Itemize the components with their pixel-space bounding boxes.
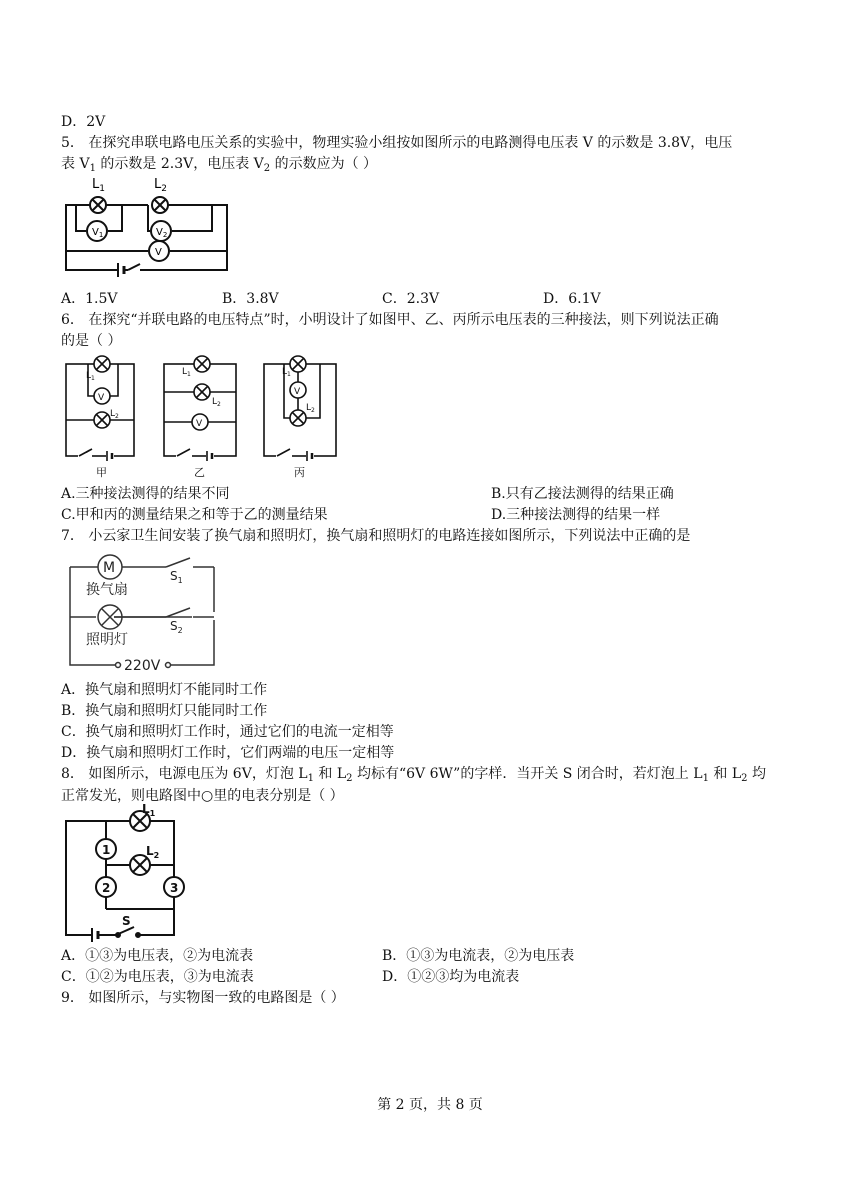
svg-text:L2: $L_2$: [110, 409, 119, 420]
svg-text:1: 1: [102, 843, 111, 857]
q6-circuit-figure: [62, 352, 342, 480]
q8-stem-line2: 正常发光，则电路图中○里的电表分别是（ ）: [61, 788, 344, 804]
svg-text:V: V: [294, 387, 301, 397]
svg-text:2: 2: [102, 881, 111, 895]
q5-option-b[interactable]: B．3.8V: [222, 291, 279, 307]
q5-stem-line2: 表 $V_1$ 的示数是 2.3V，电压表 $V_2$ 的示数应为（ ）: [61, 156, 378, 174]
q4-option-d: D．2V: [61, 114, 106, 130]
svg-text:L2: $L_2$: [154, 177, 167, 194]
svg-text:220V: 220V: [124, 658, 161, 674]
svg-text:L2: $L_2$: [306, 403, 315, 414]
svg-text:S2: $S_2$: [170, 619, 183, 635]
q6-stem-line2: 的是（ ）: [61, 333, 122, 349]
q8-option-c[interactable]: C．①②为电压表，③为电流表: [61, 969, 254, 985]
q9-stem: 9． 如图所示，与实物图一致的电路图是（ ）: [61, 990, 345, 1006]
q6-option-a[interactable]: A.三种接法测得的结果不同: [61, 486, 230, 502]
q7-option-b[interactable]: B．换气扇和照明灯只能同时工作: [61, 703, 268, 719]
q5-circuit-figure: [62, 175, 232, 283]
svg-text:L1: $L_1$: [92, 177, 105, 194]
svg-text:L1: $L_1$: [282, 367, 291, 378]
q5-option-d[interactable]: D．6.1V: [543, 291, 601, 307]
q7-stem: 7． 小云家卫生间安装了换气扇和照明灯，换气扇和照明灯的电路连接如图所示，下列说法中正确的是: [61, 528, 691, 544]
svg-text:S: S: [122, 914, 131, 928]
q5-stem-line1: 5． 在探究串联电路电压关系的实验中，物理实验小组按如图所示的电路测得电压表 V 的示数是 3.8V，电压: [61, 135, 733, 151]
q8-option-b[interactable]: B．①③为电流表，②为电压表: [382, 948, 575, 964]
svg-text:3: 3: [170, 881, 179, 895]
q8-circuit-figure: [62, 802, 187, 943]
svg-text:V: V: [98, 393, 105, 403]
svg-text:L1: $L_1$: [86, 371, 95, 382]
svg-text:M: M: [103, 560, 116, 576]
svg-text:V1: $V_1$: [92, 227, 104, 239]
svg-text:V: V: [155, 247, 162, 258]
q7-option-c[interactable]: C．换气扇和照明灯工作时，通过它们的电流一定相等: [61, 724, 394, 740]
svg-text:L1: $L_1$: [142, 802, 156, 818]
q8-option-a[interactable]: A．①③为电压表，②为电流表: [61, 948, 254, 964]
svg-text:照明灯: 照明灯: [86, 632, 128, 648]
q8-option-d[interactable]: D．①②③均为电流表: [382, 969, 520, 985]
svg-text:V: V: [196, 419, 203, 429]
q6-option-d[interactable]: D.三种接法测得的结果一样: [491, 507, 661, 523]
svg-text:L2: $L_2$: [212, 397, 221, 408]
q6-option-c[interactable]: C.甲和丙的测量结果之和等于乙的测量结果: [61, 507, 328, 523]
svg-text:L2: $L_2$: [146, 844, 160, 860]
svg-text:甲: 甲: [96, 466, 107, 479]
q5-option-a[interactable]: A．1.5V: [61, 291, 118, 307]
q8-stem-line1: 8． 如图所示，电源电压为 6V，灯泡 $L_1$ 和 $L_2$ 均标有“6V 6W”的字样．当开关 S 闭合时，若灯泡上 $L_1$ 和 $L_2$ 均: [61, 766, 766, 784]
svg-text:换气扇: 换气扇: [86, 582, 128, 598]
q7-option-d[interactable]: D．换气扇和照明灯工作时，它们两端的电压一定相等: [61, 745, 395, 761]
q7-option-a[interactable]: A．换气扇和照明灯不能同时工作: [61, 682, 268, 698]
svg-text:V2: $V_2$: [156, 227, 168, 239]
q5-option-c[interactable]: C．2.3V: [382, 291, 440, 307]
svg-text:丙: 丙: [294, 466, 305, 479]
page-footer: 第 2 页，共 8 页: [377, 1097, 483, 1113]
q6-option-b[interactable]: B.只有乙接法测得的结果正确: [491, 486, 674, 502]
q6-stem-line1: 6． 在探究“并联电路的电压特点”时，小明设计了如图甲、乙、丙所示电压表的三种接法，则下列说法正确: [61, 312, 719, 328]
svg-text:乙: 乙: [194, 466, 205, 479]
q7-circuit-figure: [66, 550, 216, 672]
svg-text:L1: $L_1$: [182, 367, 191, 378]
svg-text:S1: $S_1$: [170, 569, 183, 585]
